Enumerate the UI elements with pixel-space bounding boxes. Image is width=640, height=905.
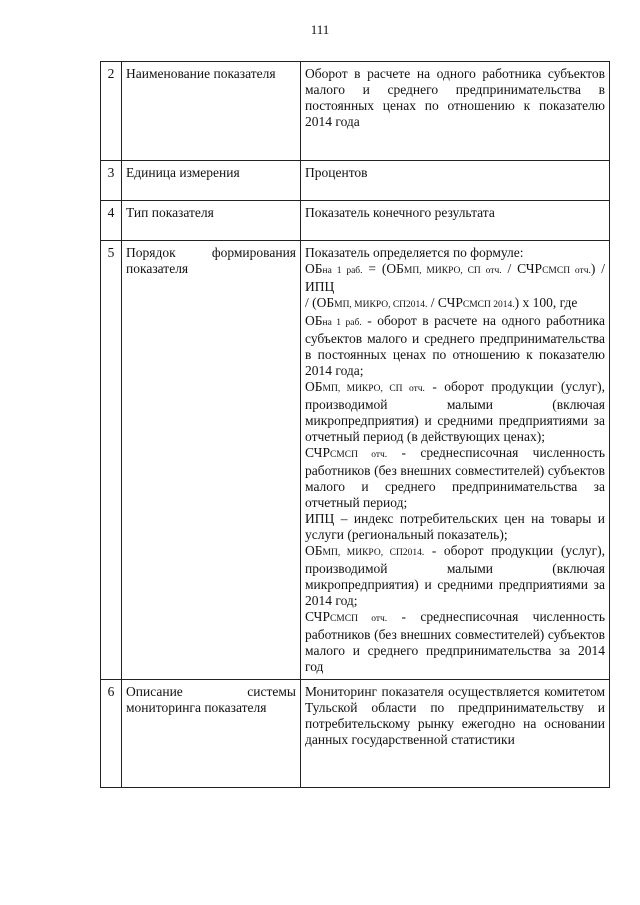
formula-intro: Показатель определяется по формуле: — [305, 245, 524, 260]
page-number: 111 — [310, 22, 330, 37]
formula-definition: ОБМП, МИКРО, СП2014. - оборот продукции (услуг), производимой малыми (включая микропредприятия) и средними предприятиями за 2014 год; — [305, 543, 605, 608]
formula-definition: ИПЦ – индекс потребительских цен на товары и услуги (региональный показатель); — [305, 511, 605, 542]
formula-definition: ОБна 1 раб. - оборот в расчете на одного работника субъектов малого и среднего предпринимательства в постоянных ценах по отношению к показателю 2014 года; — [305, 313, 605, 378]
row-label: Наименование показателя — [122, 62, 301, 161]
row-label — [122, 680, 301, 788]
indicator-table — [100, 61, 610, 788]
row-number: 4 — [101, 201, 122, 241]
row-number: 5 — [101, 241, 122, 680]
table-row — [101, 201, 610, 241]
formula-definition: ОБМП, МИКРО, СП отч. - оборот продукции (услуг), производимой малыми (включая микропредприятия) и средними предприятиями за отчетный период (в действующих ценах); — [305, 379, 606, 444]
formula-definition: СЧРСМСП отч. - среднесписочная численность работников (без внешних совместителей) субъектов малого и среднего предпринимательства за отчетный период; — [305, 445, 605, 510]
row-value: Оборот в расчете на одного работника субъектов малого и среднего предпринимательства в постоянных ценах по отношению к показателю 2014 года — [301, 62, 610, 161]
row-label-line: показателя — [126, 261, 189, 276]
row-number: 6 — [101, 680, 122, 788]
row-label-line: Описание системы — [126, 684, 296, 699]
row-number: 2 — [101, 62, 122, 161]
row-label-line: Порядок формирования — [126, 245, 296, 260]
formula-definition: СЧРСМСП отч. - среднесписочная численность работников (без внешних совместителей) субъектов малого и среднего предпринимательства за 2014 год — [305, 609, 605, 674]
row-value: Показатель конечного результата — [301, 201, 610, 241]
table-row — [101, 161, 610, 201]
formula-description — [301, 241, 610, 680]
row-label — [122, 241, 301, 680]
table-row — [101, 62, 610, 161]
row-label-line: мониторинга показателя — [126, 700, 267, 715]
table-row — [101, 241, 610, 680]
row-label: Единица измерения — [122, 161, 301, 201]
row-value: Процентов — [301, 161, 610, 201]
row-value: Мониторинг показателя осуществляется комитетом Тульской области по предпринимательству и потребительскому рынку ежегодно на основании данных государственной статистики — [301, 680, 610, 788]
row-number: 3 — [101, 161, 122, 201]
row-label: Тип показателя — [122, 201, 301, 241]
formula-line: ОБна 1 раб. = (ОБМП, МИКРО, СП отч. / СЧРСМСП отч.) / ИПЦ — [305, 261, 605, 294]
formula-line: / (ОБМП, МИКРО, СП2014. / СЧРСМСП 2014.) х 100, где — [305, 295, 578, 310]
table-row — [101, 680, 610, 788]
